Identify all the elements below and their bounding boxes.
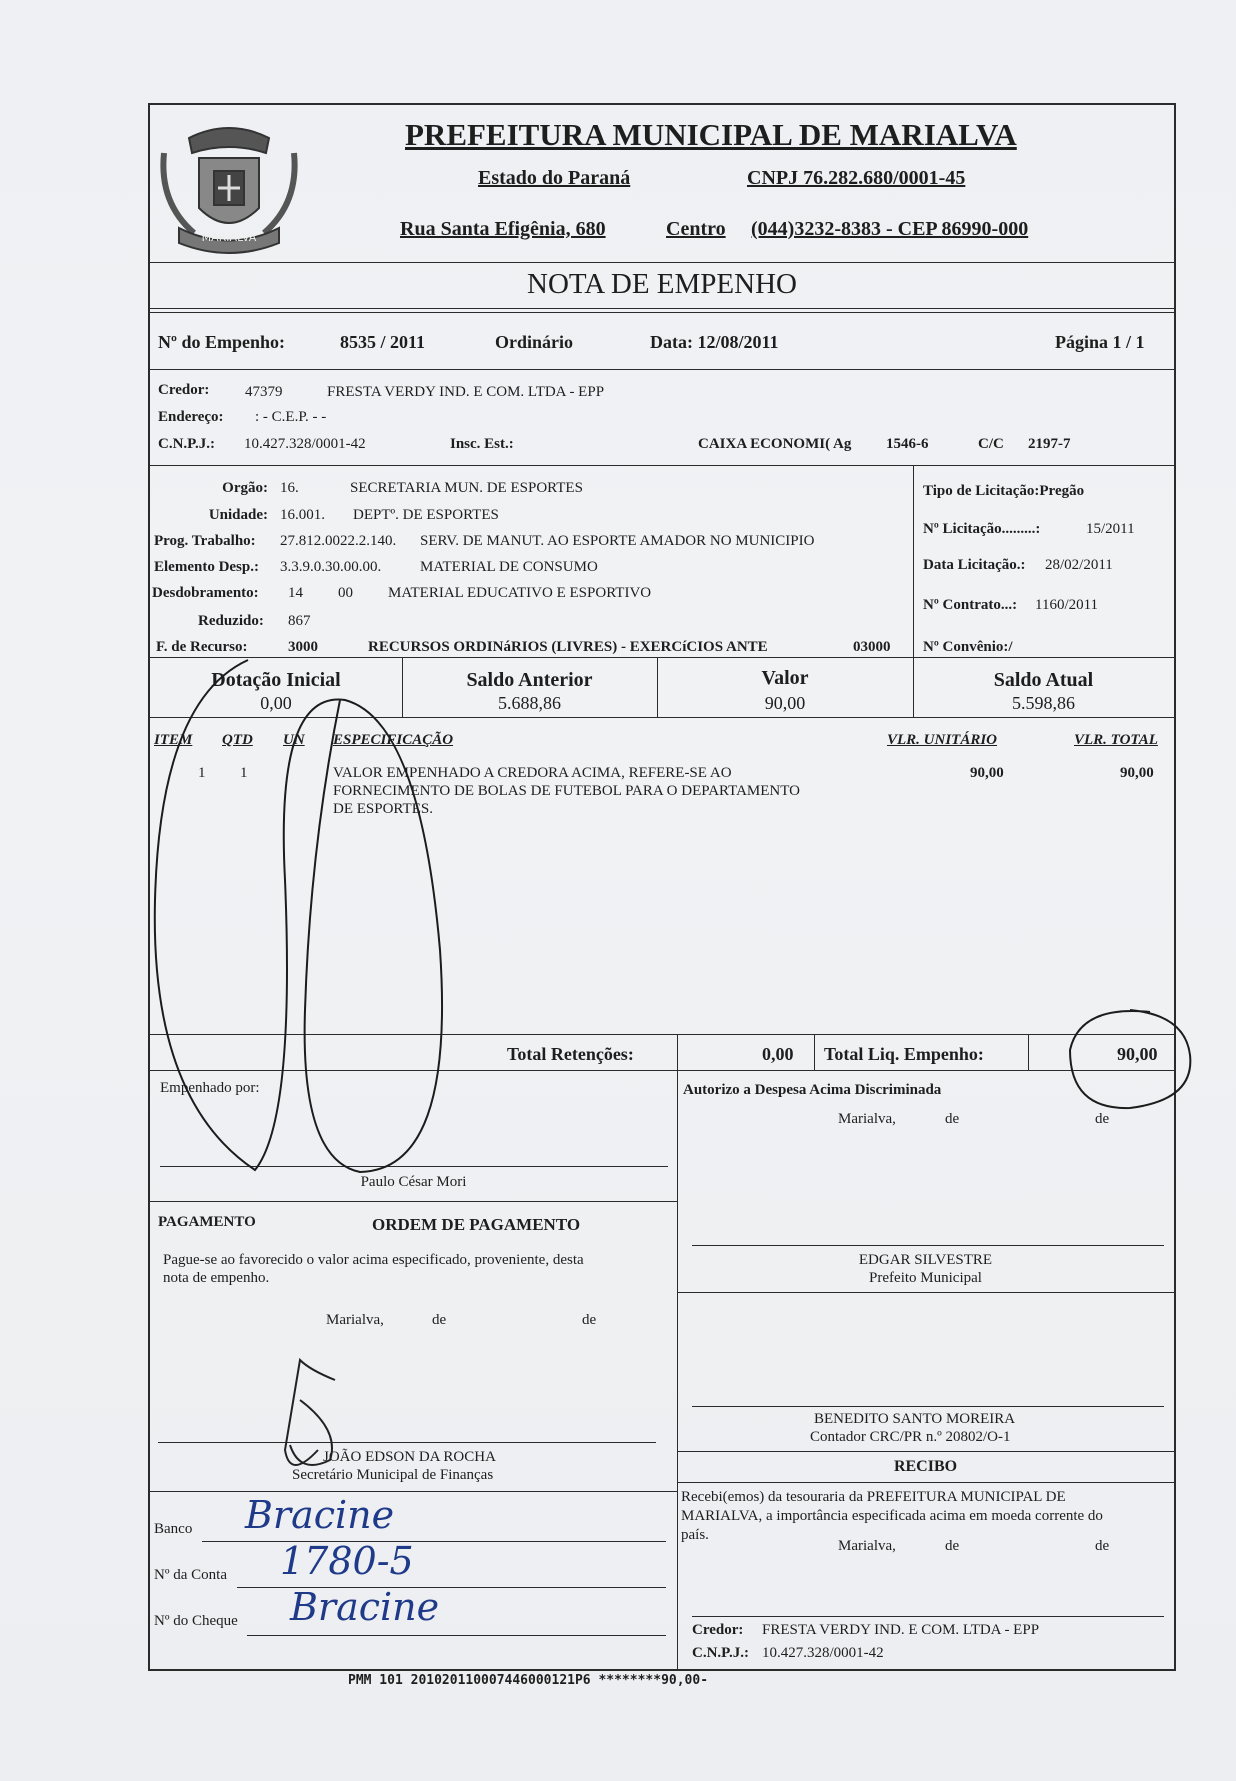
crest-label: MARIALVA	[201, 231, 257, 244]
saldo-atual-label: Saldo Atual	[993, 669, 1094, 691]
item-spec-line1: VALOR EMPENHADO A CREDORA ACIMA, REFERE-SE AO	[333, 765, 732, 781]
elemento-desp-code: 3.3.9.0.30.00.00.	[280, 559, 382, 575]
municipal-crest-icon	[154, 113, 304, 263]
prog-trabalho-name: SERV. DE MANUT. AO ESPORTE AMADOR NO MUNICIPIO	[420, 533, 815, 549]
financas-signer-name: JOÃO EDSON DA ROCHA	[323, 1449, 496, 1465]
orgao-label: Orgão:	[222, 480, 268, 496]
recibo-text-line3: país.	[681, 1527, 709, 1543]
financas-signer-role: Secretário Municipal de Finanças	[292, 1467, 494, 1483]
conta-handwritten: 1780-5	[280, 1539, 414, 1583]
prog-trabalho-code: 27.812.0022.2.140.	[280, 533, 397, 549]
prog-trabalho-label: Prog. Trabalho:	[154, 533, 256, 549]
autorizo-de2: de	[1095, 1111, 1110, 1127]
recibo-city: Marialva,	[838, 1538, 896, 1554]
item-qtd: 1	[240, 765, 248, 781]
col-vlr-unitario: VLR. UNITÁRIO	[887, 732, 998, 748]
col-item: ITEM	[154, 732, 193, 748]
document-title: NOTA DE EMPENHO	[527, 268, 797, 300]
item-unit-value: 90,00	[970, 765, 1004, 781]
municipality-title: PREFEITURA MUNICIPAL DE MARIALVA	[405, 117, 1017, 152]
contador-name: BENEDITO SANTO MOREIRA	[814, 1411, 1016, 1427]
page-number: Página 1 / 1	[1055, 332, 1145, 352]
footer-code: PMM 101 201020110007446000121P6 ********90,00-	[348, 1673, 709, 1688]
pagamento-label: PAGAMENTO	[158, 1214, 256, 1230]
insc-est-label: Insc. Est.:	[450, 436, 514, 452]
cheque-label: Nº do Cheque	[154, 1613, 238, 1629]
empenho-date: Data: 12/08/2011	[650, 332, 779, 352]
conta-label: Nº da Conta	[154, 1567, 227, 1583]
autorizo-city: Marialva,	[838, 1111, 896, 1127]
tipo-licitacao: Tipo de Licitação:Pregão	[923, 483, 1085, 499]
col-qtd: QTD	[222, 732, 253, 748]
unidade-name: DEPTº. DE ESPORTES	[353, 507, 499, 523]
desdobramento-label: Desdobramento:	[152, 585, 259, 601]
valor-label: Valor	[761, 667, 809, 689]
empenhado-por-label: Empenhado por:	[160, 1080, 260, 1096]
total-liquido-value: 90,00	[1117, 1044, 1158, 1064]
bank-name: CAIXA ECONOMI( Ag	[698, 436, 852, 452]
pagamento-de1: de	[432, 1312, 447, 1328]
recibo-cnpj-label: C.N.P.J.:	[692, 1645, 749, 1661]
pagamento-text-line2: nota de empenho.	[163, 1270, 270, 1286]
reduzido-label: Reduzido:	[198, 613, 264, 629]
pagamento-city: Marialva,	[326, 1312, 384, 1328]
municipality-address: Rua Santa Efigênia, 680	[400, 218, 606, 240]
credor-name: FRESTA VERDY IND. E COM. LTDA - EPP	[327, 384, 605, 400]
col-vlr-total: VLR. TOTAL	[1074, 732, 1158, 748]
cheque-handwritten: Bracine	[290, 1585, 440, 1629]
recibo-de2: de	[1095, 1538, 1110, 1554]
saldo-atual-value: 5.598,86	[1012, 693, 1075, 713]
pagamento-text-line1: Pague-se ao favorecido o valor acima especificado, proveniente, desta	[163, 1252, 584, 1268]
reduzido-value: 867	[288, 613, 311, 629]
autorizo-label: Autorizo a Despesa Acima Discriminada	[683, 1082, 942, 1098]
empenho-type: Ordinário	[495, 332, 574, 352]
total-retencoes-value: 0,00	[762, 1044, 794, 1064]
bank-account-label: C/C	[978, 436, 1004, 452]
recurso-code: 3000	[288, 639, 318, 655]
autorizo-de1: de	[945, 1111, 960, 1127]
recibo-text-line2: MARIALVA, a importância especificada acima em moeda corrente do	[681, 1508, 1103, 1524]
recibo-credor-name: FRESTA VERDY IND. E COM. LTDA - EPP	[762, 1622, 1040, 1638]
recibo-text-line1: Recebi(emos) da tesouraria da PREFEITURA MUNICIPAL DE	[681, 1489, 1066, 1505]
licitacao-number: 15/2011	[1086, 521, 1135, 537]
valor-value: 90,00	[764, 693, 806, 713]
empenhado-por-name: Paulo César Mori	[360, 1174, 467, 1190]
unidade-code: 16.001.	[280, 507, 325, 523]
convenio: Nº Convênio:/	[923, 639, 1013, 655]
recibo-credor-label: Credor:	[692, 1622, 744, 1638]
recibo-cnpj: 10.427.328/0001-42	[762, 1645, 884, 1661]
total-retencoes-label: Total Retenções:	[507, 1044, 634, 1064]
state-name: Estado do Paraná	[478, 167, 631, 189]
recibo-title: RECIBO	[893, 1458, 958, 1475]
item-spec-line3: DE ESPORTES.	[333, 801, 433, 817]
desdobramento-name: MATERIAL EDUCATIVO E ESPORTIVO	[388, 585, 652, 601]
nota-de-empenho-form	[148, 103, 1176, 1671]
elemento-desp-name: MATERIAL DE CONSUMO	[420, 559, 598, 575]
empenho-number: 8535 / 2011	[340, 332, 426, 352]
credor-code: 47379	[245, 384, 283, 400]
address-value: : - C.E.P. - -	[255, 409, 327, 425]
municipality-cnpj: CNPJ 76.282.680/0001-45	[747, 167, 966, 189]
saldo-anterior-value: 5.688,86	[498, 693, 561, 713]
desdobramento-code2: 00	[338, 585, 353, 601]
recurso-number: 03000	[853, 639, 891, 655]
licitacao-date: 28/02/2011	[1045, 557, 1113, 573]
item-total-value: 90,00	[1120, 765, 1154, 781]
dotacao-inicial-value: 0,00	[260, 693, 292, 713]
address-label: Endereço:	[158, 409, 224, 425]
dotacao-inicial-label: Dotação Inicial	[211, 669, 341, 691]
elemento-desp-label: Elemento Desp.:	[154, 559, 259, 575]
municipality-district: Centro	[666, 218, 726, 240]
prefeito-name: EDGAR SILVESTRE	[858, 1252, 993, 1268]
saldo-anterior-label: Saldo Anterior	[466, 669, 593, 691]
item-number: 1	[198, 765, 206, 781]
licitacao-date-label: Data Licitação.:	[923, 557, 1026, 573]
credor-cnpj-label: C.N.P.J.:	[158, 436, 215, 452]
col-un: UN	[283, 732, 305, 748]
licitacao-number-label: Nº Licitação.........:	[923, 521, 1041, 537]
municipality-phone-cep: (044)3232-8383 - CEP 86990-000	[751, 218, 1029, 240]
desdobramento-code: 14	[288, 585, 303, 601]
contrato-number: 1160/2011	[1035, 597, 1099, 613]
bank-account: 2197-7	[1028, 436, 1071, 452]
recurso-name: RECURSOS ORDINáRIOS (LIVRES) - EXERCíCIOS ANTE	[368, 639, 768, 655]
contador-role: Contador CRC/PR n.º 20802/O-1	[810, 1429, 1011, 1445]
banco-handwritten: Bracine	[245, 1493, 395, 1537]
item-spec-line2: FORNECIMENTO DE BOLAS DE FUTEBOL PARA O DEPARTAMENTO	[333, 783, 800, 799]
unidade-label: Unidade:	[208, 507, 268, 523]
recurso-label: F. de Recurso:	[156, 639, 248, 655]
pagamento-de2: de	[582, 1312, 597, 1328]
empenho-number-label: Nº do Empenho:	[158, 332, 285, 352]
contrato-label: Nº Contrato...:	[923, 597, 1018, 613]
recibo-de1: de	[945, 1538, 960, 1554]
ordem-pagamento-title: ORDEM DE PAGAMENTO	[372, 1215, 581, 1234]
credor-label: Credor:	[158, 382, 210, 398]
orgao-name: SECRETARIA MUN. DE ESPORTES	[350, 480, 583, 496]
total-liquido-label: Total Liq. Empenho:	[824, 1044, 984, 1064]
prefeito-role: Prefeito Municipal	[869, 1270, 982, 1286]
col-especificacao: ESPECIFICAÇÃO	[333, 732, 454, 748]
bank-agency: 1546-6	[886, 436, 929, 452]
orgao-code: 16.	[280, 480, 299, 496]
credor-cnpj: 10.427.328/0001-42	[244, 436, 366, 452]
banco-label: Banco	[154, 1521, 193, 1537]
